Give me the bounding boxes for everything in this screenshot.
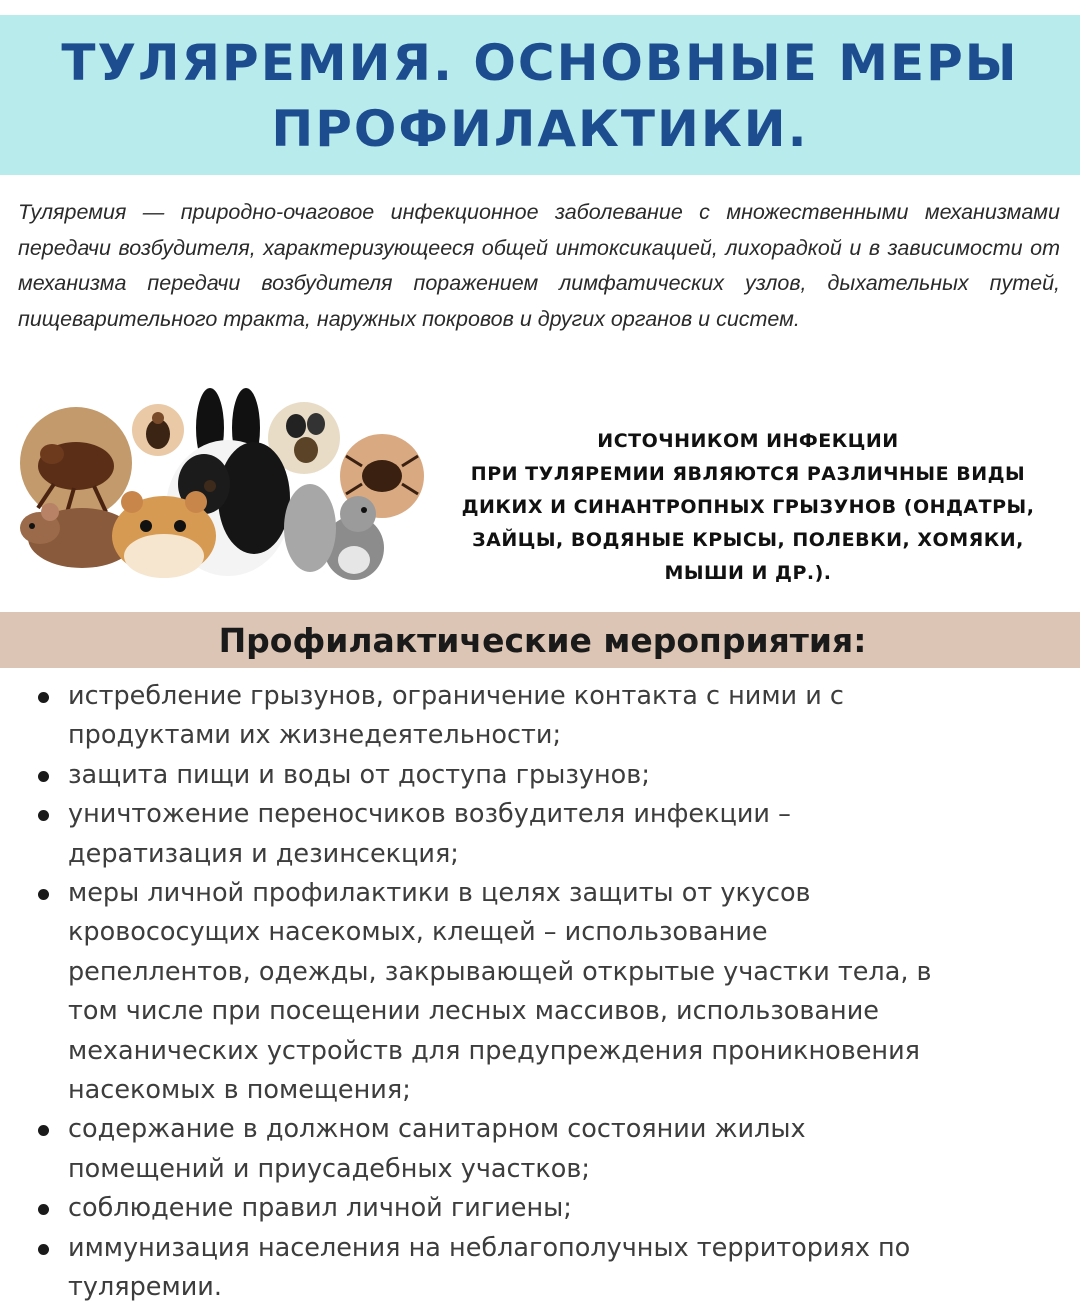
infection-source-text xyxy=(438,425,1058,590)
list-item-line: уничтожение переносчиков возбудителя инфекции – xyxy=(68,799,791,830)
bullet-icon xyxy=(38,1125,49,1136)
bullet-icon xyxy=(38,889,49,900)
list-item-line: истребление грызунов, ограничение контакта с ними и с xyxy=(68,681,844,711)
list-item xyxy=(0,795,1060,874)
bullet-icon xyxy=(38,692,49,703)
flea-icon xyxy=(20,407,132,519)
list-item xyxy=(0,1189,1060,1228)
tick-icon xyxy=(132,404,184,456)
list-item-line: кровососущих насекомых, клещей – использование xyxy=(68,917,768,948)
page-title xyxy=(0,30,1080,162)
source-line-4: ЗАЙЦЫ, ВОДЯНЫЕ КРЫСЫ, ПОЛЕВКИ, ХОМЯКИ, xyxy=(472,529,1024,551)
bullet-icon xyxy=(38,1244,49,1255)
list-item-line: соблюдение правил личной гигиены; xyxy=(68,1193,572,1224)
title-line-1: ТУЛЯРЕМИЯ. ОСНОВНЫЕ МЕРЫ xyxy=(61,34,1019,92)
animals-illustration xyxy=(14,388,424,583)
list-item-line: продуктами их жизнедеятельности; xyxy=(68,720,562,751)
bullet-icon xyxy=(38,810,49,821)
list-item xyxy=(0,874,1060,1110)
list-item-line: насекомых в помещения; xyxy=(68,1075,411,1106)
list-item xyxy=(0,1229,1060,1308)
list-item-line: защита пищи и воды от доступа грызунов; xyxy=(68,759,650,790)
list-item-line: том числе при посещении лесных массивов, использование xyxy=(68,996,879,1027)
hamster-icon xyxy=(112,491,216,578)
list-item-line: механических устройств для предупреждения проникновения xyxy=(68,1035,921,1066)
bullet-icon xyxy=(38,1204,49,1215)
list-item xyxy=(0,677,1060,756)
list-item-line: иммунизация населения на неблагополучных территориях по xyxy=(68,1232,911,1263)
list-item xyxy=(0,1110,1060,1189)
bullet-icon xyxy=(38,771,49,782)
source-line-5: МЫШИ И ДР.). xyxy=(664,562,832,584)
list-item-line: репеллентов, одежды, закрывающей открытые участки тела, в xyxy=(68,956,932,987)
list-item xyxy=(0,756,1060,795)
source-line-1: ИСТОЧНИКОМ ИНФЕКЦИИ xyxy=(597,430,899,452)
list-item-line: содержание в должном санитарном состоянии жилых xyxy=(68,1114,806,1145)
title-line-2: ПРОФИЛАКТИКИ. xyxy=(271,100,809,158)
intro-paragraph: Туляремия — природно-очаговое инфекционное заболевание с множественными механизмами передачи возбудителя, характеризующееся общей интоксикацией, лихорадкой и в зависимости от механизма передачи возбудителя поражением лимфатических узлов, дыхательных путей, пищеварительного тракта, наружных покровов и других органов и систем. xyxy=(18,200,1060,331)
section-heading: Профилактические мероприятия: xyxy=(218,621,867,660)
list-item-line: меры личной профилактики в целях защиты от укусов xyxy=(68,878,811,909)
source-line-2: ПРИ ТУЛЯРЕМИИ ЯВЛЯЮТСЯ РАЗЛИЧНЫЕ ВИДЫ xyxy=(470,463,1026,485)
list-item-line: дератизация и дезинсекция; xyxy=(68,838,459,869)
source-line-3: ДИКИХ И СИНАНТРОПНЫХ ГРЫЗУНОВ (ОНДАТРЫ, xyxy=(461,496,1035,518)
list-item-line: помещений и приусадебных участков; xyxy=(68,1153,591,1184)
list-item-line: туляремии. xyxy=(68,1272,222,1303)
measures-list xyxy=(0,677,1060,1308)
